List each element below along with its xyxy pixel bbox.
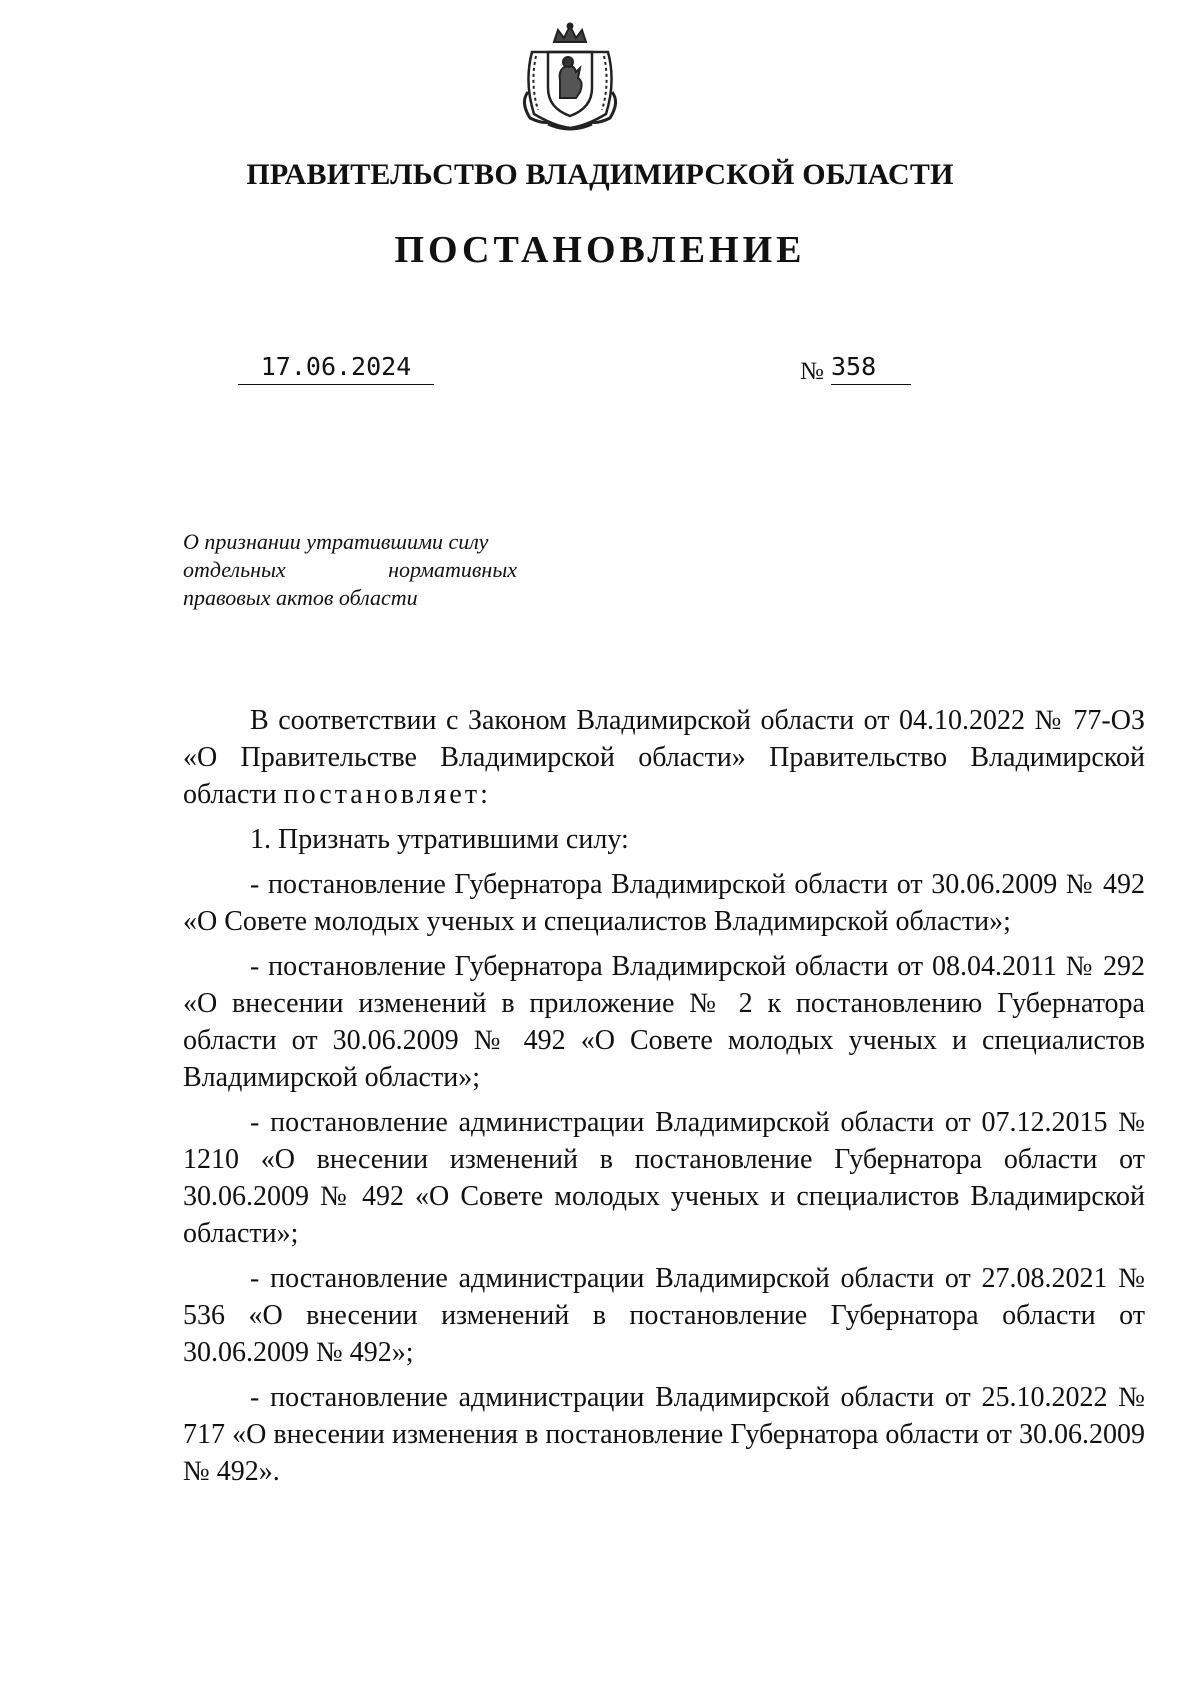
subject-line-2-part-b: нормативных [388,557,517,582]
document-type-title: ПОСТАНОВЛЕНИЕ [394,229,806,271]
repealed-act-1: - постановление Губернатора Владимирской области от 30.06.2009 № 492 «О Совете молодых ученых и специалистов Владимирской области»; [183,869,1145,937]
document-date: 17.06.2024 [238,352,434,385]
subject-line-2 [183,556,517,584]
number-sign: № [800,358,824,385]
subject-line-2-part-a: отдельных [183,557,286,582]
preamble-paragraph [183,702,1145,813]
repealed-act-2: - постановление Губернатора Владимирской области от 08.04.2011 № 292 «О внесении изменений в приложение № 2 к постановлению Губернатора области от 30.06.2009 № 492 «О Совете молодых ученых и специалистов Владимирской области»; [183,951,1145,1093]
document-body [183,702,1145,1490]
coat-of-arms-icon [514,22,626,134]
organization-title: ПРАВИТЕЛЬСТВО ВЛАДИМИРСКОЙ ОБЛАСТИ [246,158,954,191]
subject-line-3: правовых актов области [183,585,418,610]
preamble-resolves: постановляет: [283,779,491,810]
repealed-act-3: - постановление администрации Владимирской области от 07.12.2015 № 1210 «О внесении изменений в постановление Губернатора области от 30.06.2009 № 492 «О Совете молодых ученых и специалистов Владимирской области»; [183,1107,1145,1249]
document-number: 358 [831,352,911,385]
repealed-act-4: - постановление администрации Владимирской области от 27.08.2021 № 536 «О внесении изменений в постановление Губернатора области от 30.06.2009 № 492»; [183,1263,1145,1368]
document-subject [183,528,517,612]
repealed-act-5: - постановление администрации Владимирской области от 25.10.2022 № 717 «О внесении изменения в постановление Губернатора области от 30.06.2009 № 492». [183,1382,1145,1487]
subject-line-1: О признании утратившими силу [183,529,489,554]
preamble-text: В соответствии с Законом Владимирской области от 04.10.2022 № 77-ОЗ «О Правительстве Владимирской области» Правительство Владимирской области [183,705,1145,810]
item-1-paragraph: 1. Признать утратившими силу: [250,824,629,855]
